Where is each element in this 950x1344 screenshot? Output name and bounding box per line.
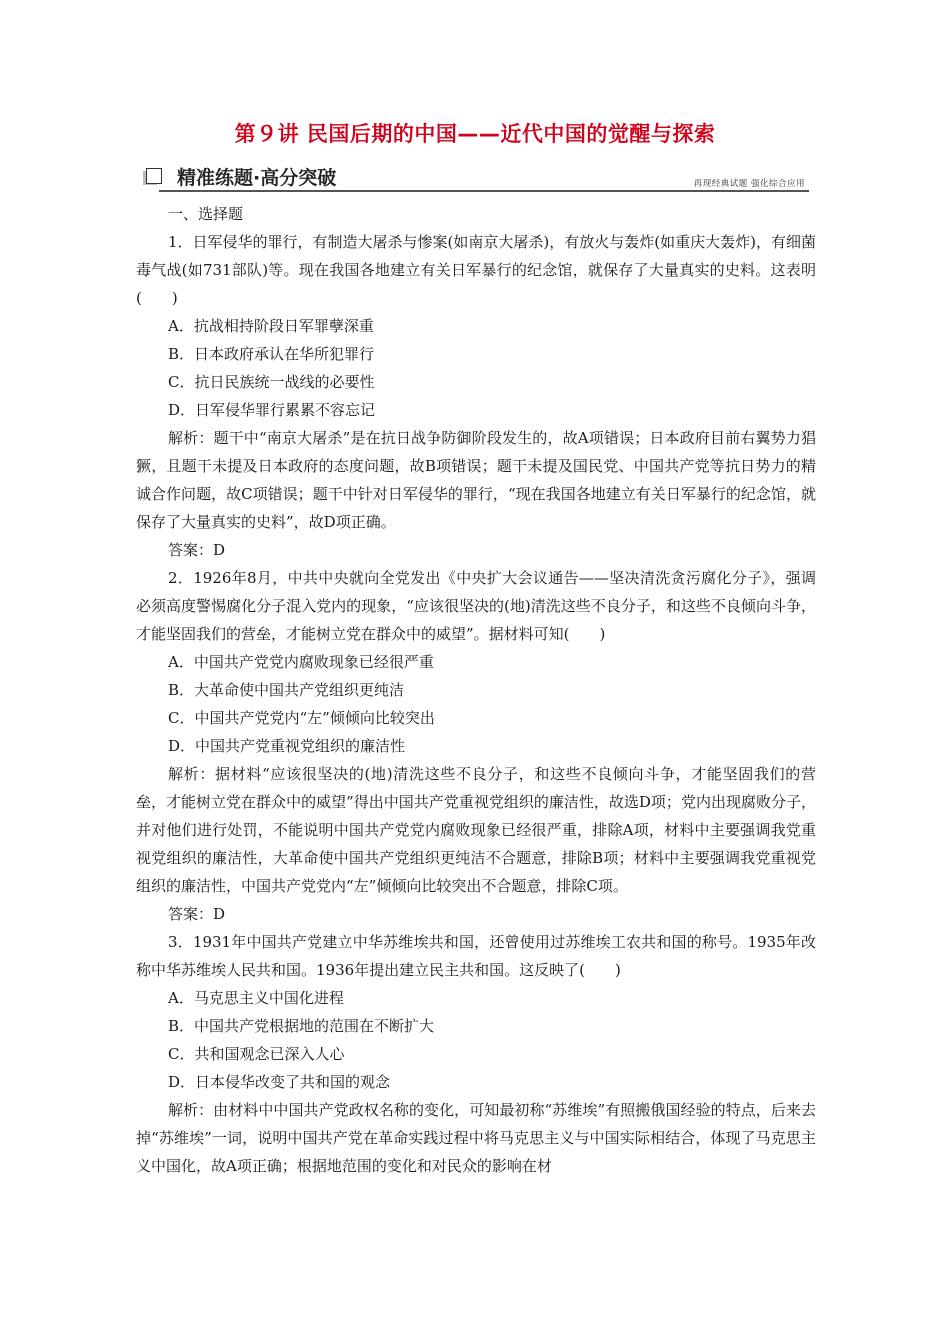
option-a: A．马克思主义中国化进程 — [168, 989, 344, 1007]
option-c: C．抗日民族统一战线的必要性 — [168, 373, 375, 391]
option-c: C．共和国观念已深入人心 — [168, 1045, 345, 1063]
option-b: B．大革命使中国共产党组织更纯洁 — [168, 681, 405, 699]
question-stem: 1．日军侵华的罪行，有制造大屠杀与惨案(如南京大屠杀)，有放火与轰炸(如重庆大轰炸)，有细菌毒气战(如731部队)等。现在我国各地建立有关日军暴行的纪念馆，就保存了大量真实的史料。这表明( ) — [136, 233, 816, 307]
answer: 答案：D — [168, 541, 226, 559]
option-d: D．日军侵华罪行累累不容忘记 — [168, 401, 376, 419]
option-d: D．中国共产党重视党组织的廉洁性 — [168, 737, 406, 755]
analysis: 解析：据材料“应该很坚决的(地)清洗这些不良分子，和这些不良倾向斗争，才能坚固我们的营垒，才能树立党在群众中的威望”得出中国共产党重视党组织的廉洁性，故选D项；党内出现腐败分子，并对他们进行处罚，不能说明中国共产党党内腐败现象已经很严重，排除A项，材料中主要强调我党重视党组织的廉洁性，大革命使中国共产党组织更纯洁不合题意，排除B项；材料中主要强调我党重视党组织的廉洁性，中国共产党党内“左”倾倾向比较突出不合题意，排除C项。 — [136, 765, 816, 895]
analysis: 解析：题干中“南京大屠杀”是在抗日战争防御阶段发生的，故A项错误；日本政府目前右翼势力猖獗，且题干未提及日本政府的态度问题，故B项错误；题干未提及国民党、中国共产党等抗日势力的精诚合作问题，故C项错误；题干中针对日军侵华的罪行，“现在我国各地建立有关日军暴行的纪念馆，就保存了大量真实的史料”，故D项正确。 — [136, 429, 816, 531]
section-banner — [143, 160, 809, 192]
page-title: 第９讲 民国后期的中国——近代中国的觉醒与探索 — [234, 122, 716, 146]
question-stem: 3．1931年中国共产党建立中华苏维埃共和国，还曾使用过苏维埃工农共和国的称号。1935年改称中华苏维埃人民共和国。1936年提出建立民主共和国。这反映了( ) — [136, 933, 816, 979]
option-a: A．中国共产党党内腐败现象已经很严重 — [168, 653, 434, 671]
option-b: B．中国共产党根据地的范围在不断扩大 — [168, 1017, 435, 1035]
option-d: D．日本侵华改变了共和国的观念 — [168, 1073, 391, 1091]
question-stem: 2．1926年8月，中共中央就向全党发出《中央扩大会议通告——坚决清洗贪污腐化分子》，强调必须高度警惕腐化分子混入党内的现象，“应该很坚决的(地)清洗这些不良分子，和这些不良倾向斗争，才能坚固我们的营垒，才能树立党在群众中的威望”。据材料可知( ) — [136, 569, 816, 643]
option-a: A．抗战相持阶段日军罪孽深重 — [168, 317, 374, 335]
banner-subtitle: 再现经典试题 强化综合应用 — [693, 179, 805, 189]
question-content — [136, 200, 816, 1180]
option-b: B．日本政府承认在华所犯罪行 — [168, 345, 375, 363]
banner-divider — [159, 190, 809, 192]
analysis: 解析：由材料中中国共产党政权名称的变化，可知最初称“苏维埃”有照搬俄国经验的特点，后来去掉“苏维埃”一词，说明中国共产党在革命实践过程中将马克思主义与中国实际相结合，体现了马克思主义中国化，故A项正确；根据地范围的变化和对民众的影响在材 — [136, 1101, 816, 1175]
option-c: C．中国共产党党内“左”倾倾向比较突出 — [168, 709, 435, 727]
answer: 答案：D — [168, 905, 226, 923]
banner-title: 精准练题·高分突破 — [177, 167, 337, 189]
checkbox-icon — [146, 168, 162, 184]
section-heading: 一、选择题 — [168, 205, 244, 223]
